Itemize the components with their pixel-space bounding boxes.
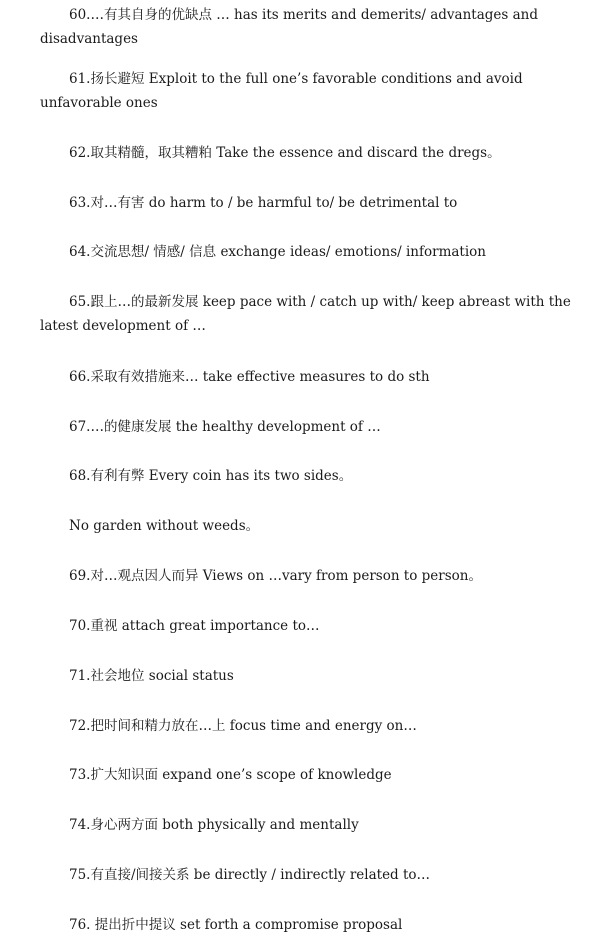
phrase-entry-65: 65.跟上…的最新发展 keep pace with / catch up with/ keep abreast with the latest development of … (40, 294, 571, 334)
phrase-entry-74: 74.身心两方面 both physically and mentally (69, 817, 359, 833)
phrase-entry-66: 66.采取有效措施来… take effective measures to do sth (69, 369, 430, 385)
phrase-entry-68: 68.有利有弊 Every coin has its two sides。 (69, 468, 353, 484)
phrase-entry-70: 70.重视 attach great importance to… (69, 618, 320, 634)
phrase-entry-71: 71.社会地位 social status (69, 668, 234, 684)
phrase-entry-76: 76. 提出折中提议 set forth a compromise proposal (69, 917, 403, 933)
phrase-entry-73: 73.扩大知识面 expand one’s scope of knowledge (69, 767, 392, 783)
phrase-entry-63: 63.对…有害 do harm to / be harmful to/ be detrimental to (69, 195, 458, 211)
phrase-entry-64: 64.交流思想/ 情感/ 信息 exchange ideas/ emotions/ information (69, 244, 486, 260)
phrase-entry-69: 69.对…观点因人而异 Views on …vary from person to person。 (69, 568, 482, 584)
phrase-entry-68-extra: No garden without weeds。 (69, 518, 260, 534)
phrase-entry-67: 67.…的健康发展 the healthy development of … (69, 419, 381, 435)
phrase-entry-60: 60.…有其自身的优缺点 … has its merits and demerits/ advantages and disadvantages (40, 7, 539, 47)
phrase-entry-72: 72.把时间和精力放在…上 focus time and energy on… (69, 718, 417, 734)
phrase-entry-75: 75.有直接/间接关系 be directly / indirectly related to… (69, 867, 431, 883)
phrase-entry-61: 61.扬长避短 Exploit to the full one’s favorable conditions and avoid unfavorable ones (40, 71, 523, 111)
phrase-entry-62: 62.取其精髓，取其糟粕 Take the essence and discard the dregs。 (69, 145, 501, 161)
